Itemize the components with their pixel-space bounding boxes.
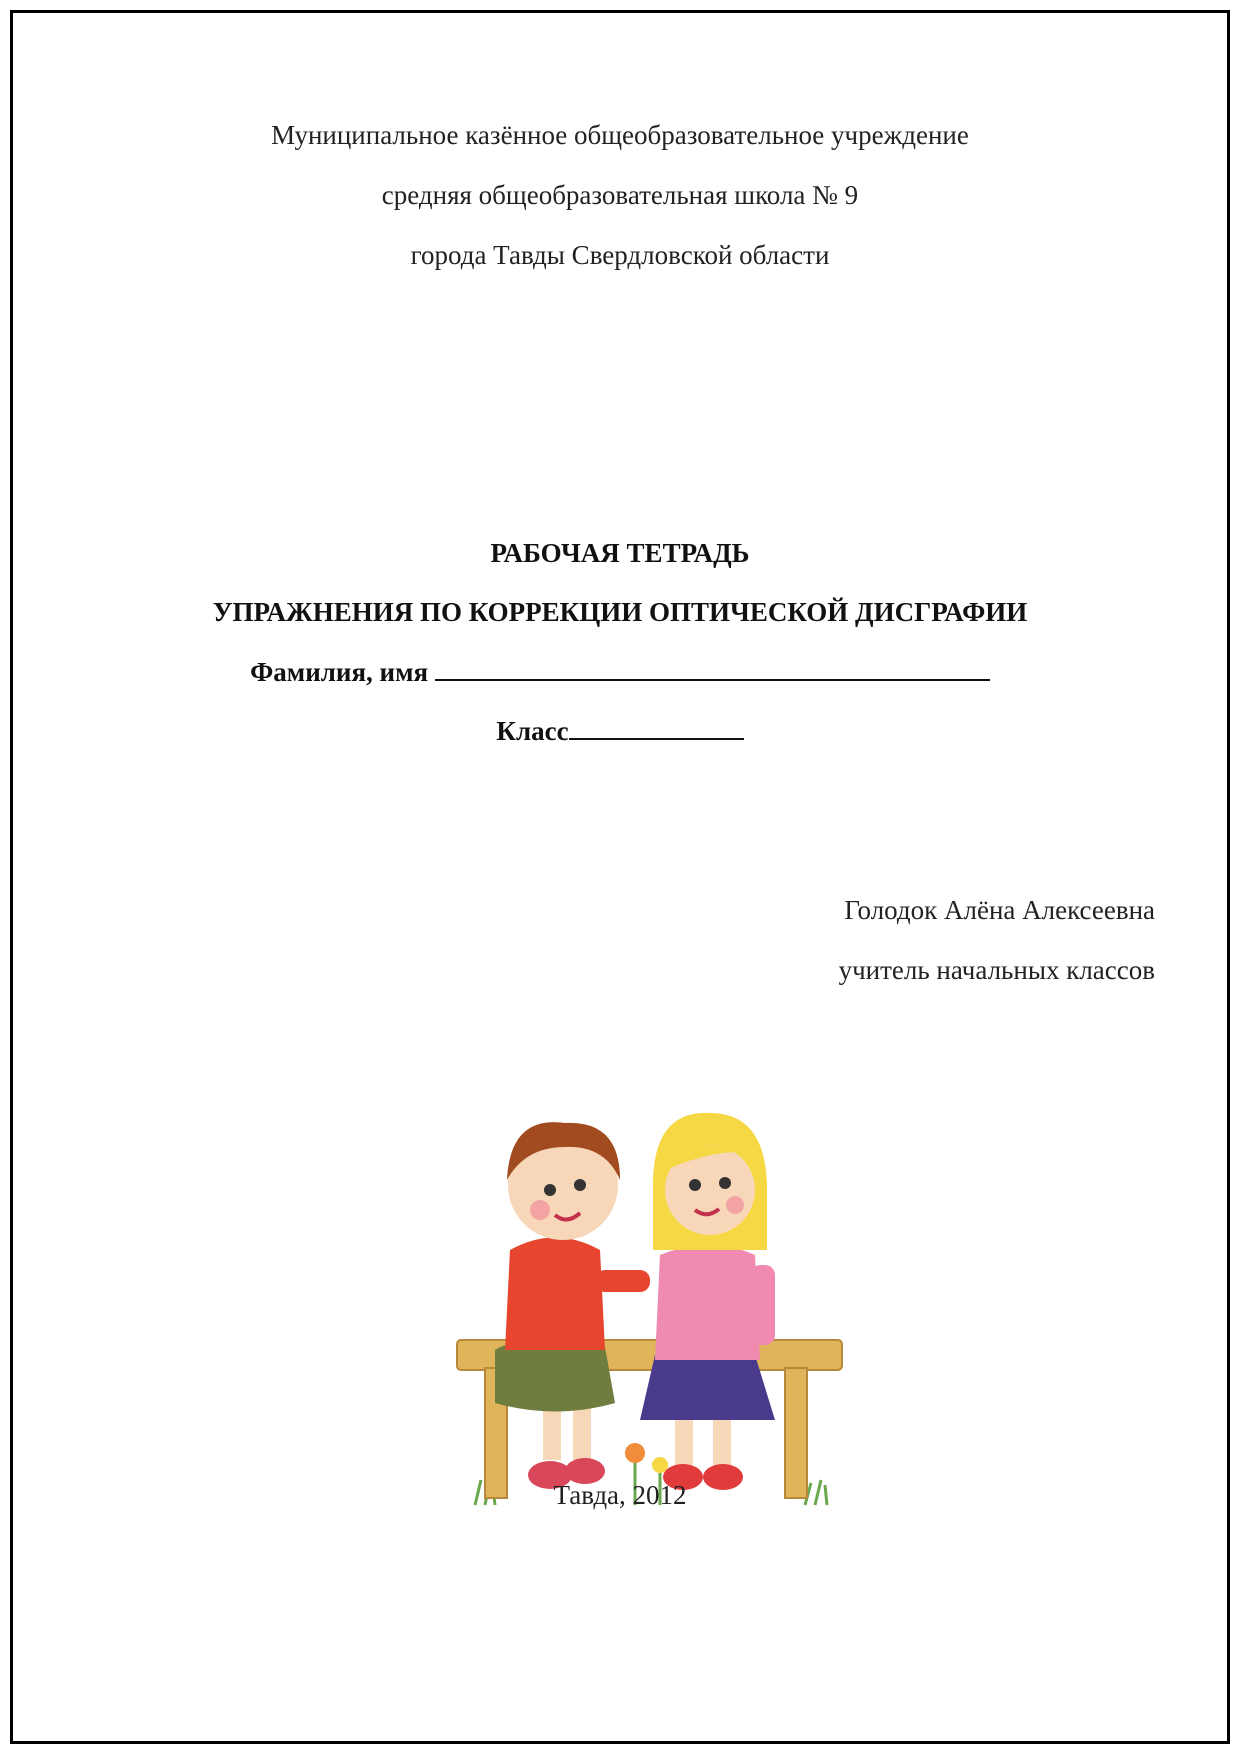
- workbook-subtitle: УПРАЖНЕНИЯ ПО КОРРЕКЦИИ ОПТИЧЕСКОЙ ДИСГРАФИИ: [212, 597, 1028, 627]
- school-city-line: города Тавды Свердловской области: [410, 240, 830, 270]
- boy-figure: [495, 1122, 650, 1489]
- author-position: учитель начальных классов: [838, 955, 1155, 985]
- children-on-bench-illustration: [455, 1085, 850, 1515]
- name-field-underline[interactable]: [435, 655, 990, 681]
- workbook-title: РАБОЧАЯ ТЕТРАДЬ: [490, 538, 750, 568]
- name-field: [0, 655, 1240, 688]
- girl-figure: [640, 1113, 775, 1490]
- class-field-underline[interactable]: [569, 714, 744, 740]
- school-name-line2: средняя общеобразовательная школа № 9: [381, 180, 859, 210]
- name-field-label: Фамилия, имя: [250, 657, 429, 687]
- place-and-year: Тавда, 2012: [553, 1480, 687, 1510]
- class-field: [0, 714, 1240, 747]
- class-field-label: Класс: [496, 716, 569, 746]
- author-name: Голодок Алёна Алексеевна: [844, 895, 1155, 925]
- school-name-line1: Муниципальное казённое общеобразовательное учреждение: [271, 120, 969, 150]
